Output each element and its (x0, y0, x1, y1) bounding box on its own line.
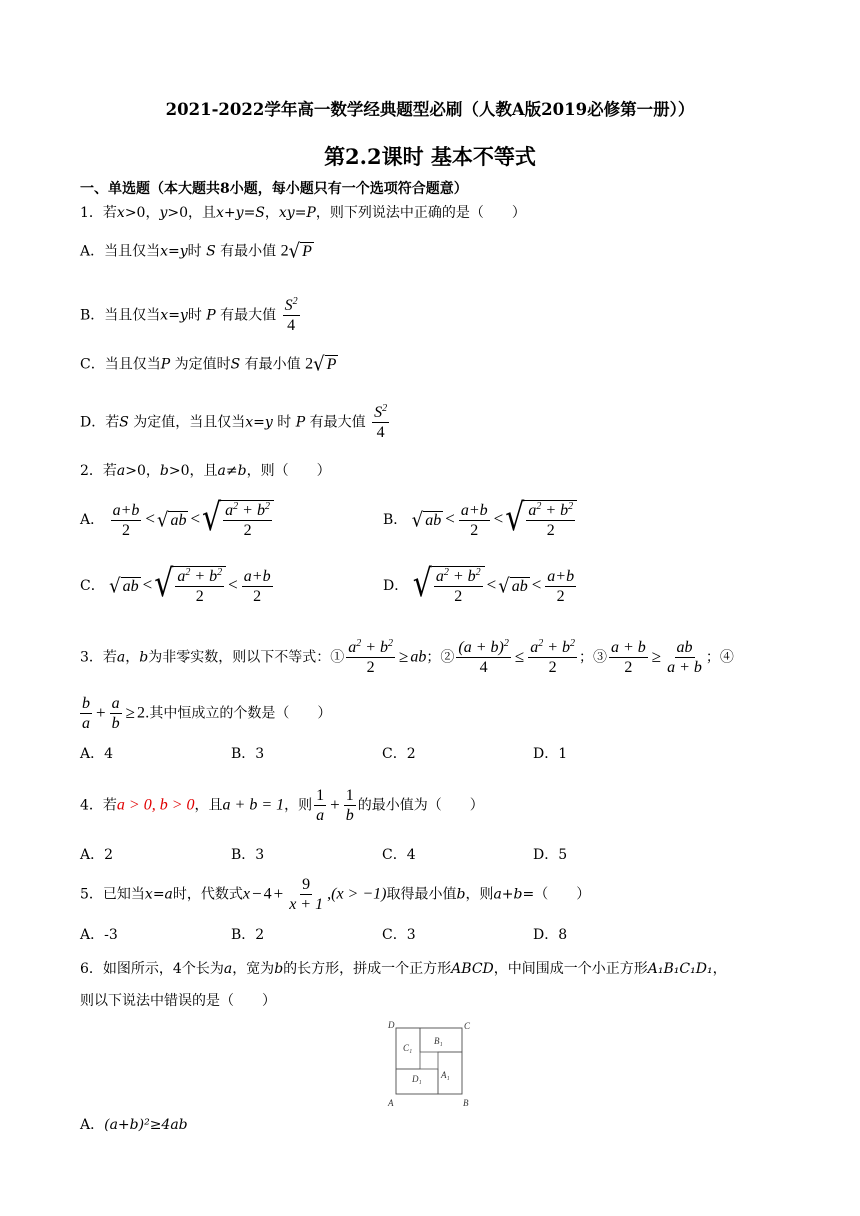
q6-stem-line2: 则以下说法中错误的是（ ） (80, 993, 276, 1009)
lesson-title: 第2.2课时 基本不等式 (324, 144, 536, 169)
q4-option-b[interactable]: B．3 (231, 847, 265, 863)
fig-label-a1: A₁ (441, 1070, 450, 1080)
q2-stem: 2．若a>0，b>0，且a≠b，则（ ） (80, 463, 331, 479)
fig-label-b: B (463, 1098, 469, 1108)
q1-stem: 1．若x>0，y>0，且x+y=S，xy=P，则下列说法中正确的是（ ） (80, 205, 526, 221)
q2-option-a[interactable]: A． $\frac{a+b}{2}$ < √ ab < √ $\frac{a^2 + b^2}{2}$ (80, 500, 274, 540)
q4-option-a[interactable]: A．2 (80, 847, 114, 863)
q5-option-d[interactable]: D．8 (533, 927, 568, 943)
q5-option-a[interactable]: A．-3 (80, 927, 118, 943)
q2-option-c[interactable]: C． √ ab < √ $\frac{a^2 + b^2}{2}$ < $\frac{a+b}{2}$ (80, 562, 271, 606)
q6-stem-line1: 6．如图所示，4个长为a，宽为b的长方形，拼成一个正方形ABCD，中间围成一个小正方形A₁B₁C₁D₁， (80, 961, 727, 977)
document-title: 2021-2022学年高一数学经典题型必刷（人教A版2019必修第一册）） (165, 100, 695, 119)
q1-option-b[interactable]: B．当且仅当x=y时 P 有最大值 $\frac{S^2}{4}$ (80, 296, 298, 334)
fig-label-c: C (464, 1021, 471, 1031)
q3-stem-line1: 3．若a，b为非零实数，则以下不等式：① $\frac{a^2 + b^2}{2}$ ≥ ab；② $\frac{(a + b)^2}{4}$ ≤ $\frac{a^2 + b^2}{2}$ ；③ $\frac{a + b}{2}$ ≥ $\frac{ab}{a + b}$ ；④ (80, 638, 734, 676)
q4-condition: a > 0, b > 0 (116, 796, 195, 814)
q4-option-c[interactable]: C．4 (382, 847, 416, 863)
q1-option-a[interactable]: A．当且仅当x=y时 S 有最小值 2 √ P (80, 239, 312, 264)
q1-option-c[interactable]: C．当且仅当P 为定值时S 有最小值 2 √ P (80, 352, 337, 377)
q1-option-d[interactable]: D．若S 为定值，当且仅当x=y 时 P 有最大值 $\frac{S^2}{4}$ (80, 403, 388, 441)
fig-label-a: A (388, 1098, 394, 1108)
q5-stem: 5．已知当x=a时，代数式x − 4 + $\frac{9}{x + 1}$ ,(x > −1)取得最小值b，则a+b=（ ） (80, 876, 591, 913)
q6-option-a[interactable]: A．(a+b)²≥4ab (80, 1117, 188, 1133)
q5-option-b[interactable]: B．2 (231, 927, 265, 943)
q3-option-b[interactable]: B．3 (231, 746, 265, 762)
section-heading: 一、单选题（本大题共8小题，每小题只有一个选项符合题意） (80, 181, 468, 197)
fig-label-c1: C₁ (403, 1043, 413, 1053)
q4-stem: 4．若a > 0, b > 0，且a + b = 1，则 $\frac{1}{a}$ + $\frac{1}{b}$ 的最小值为（ ） (80, 787, 484, 824)
q2-option-d[interactable]: D． √ $\frac{a^2 + b^2}{2}$ < √ ab < $\frac{a+b}{2}$ (383, 562, 575, 606)
q2-option-b[interactable]: B． √ ab < $\frac{a+b}{2}$ < √ $\frac{a^2 + b^2}{2}$ (383, 500, 577, 540)
fig-label-b1: B₁ (434, 1036, 443, 1046)
q5-option-c[interactable]: C．3 (382, 927, 416, 943)
q4-option-d[interactable]: D．5 (533, 847, 568, 863)
q3-stem-line2: $\frac{b}{a}$ + $\frac{a}{b}$ ≥ 2.其中恒成立的个数是（ ） (82, 695, 332, 732)
q6-square-figure (383, 1020, 483, 1108)
q3-option-d[interactable]: D．1 (533, 746, 568, 762)
q3-option-a[interactable]: A．4 (80, 746, 114, 762)
fig-label-d1: D₁ (412, 1074, 422, 1084)
fig-label-d: D (388, 1020, 395, 1030)
q3-option-c[interactable]: C．2 (382, 746, 416, 762)
